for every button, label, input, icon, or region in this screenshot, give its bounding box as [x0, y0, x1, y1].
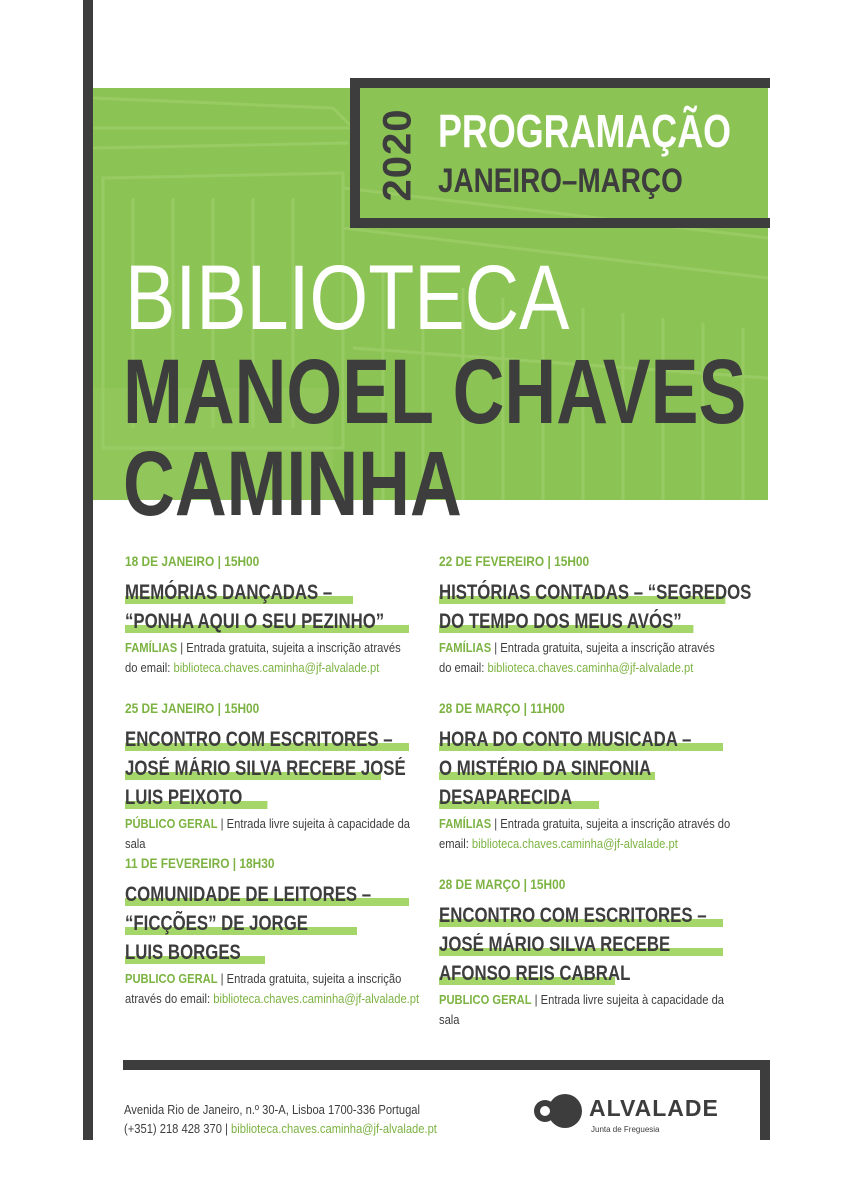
event-title — [125, 578, 425, 636]
programme-period: JANEIRO–MARÇO — [438, 162, 683, 200]
library-name-line1: MANOEL CHAVES — [123, 341, 747, 443]
event-card — [439, 700, 739, 854]
event-audience: FAMÍLIAS — [439, 816, 492, 831]
event-title-line: ENCONTRO COM ESCRITORES – — [125, 728, 393, 751]
alvalade-logo — [533, 1093, 719, 1134]
event-card — [125, 553, 425, 678]
event-title — [439, 725, 739, 812]
frame-line-right — [760, 1060, 770, 1140]
event-email-link[interactable]: biblioteca.chaves.caminha@jf-alvalade.pt — [487, 660, 694, 675]
event-title-line: AFONSO REIS CABRAL — [439, 962, 631, 985]
event-title-line: MEMÓRIAS DANÇADAS – — [125, 581, 333, 604]
event-audience: FAMÍLIAS — [439, 640, 492, 655]
event-title-line: JOSÉ MÁRIO SILVA RECEBE JOSÉ — [125, 757, 406, 780]
event-date: 18 DE JANEIRO | 15H00 — [125, 553, 260, 569]
event-title-line: HORA DO CONTO MUSICADA – — [439, 728, 692, 751]
event-email-link[interactable]: biblioteca.chaves.caminha@jf-alvalade.pt — [213, 991, 420, 1006]
event-date: 28 DE MARÇO | 15H00 — [439, 876, 566, 892]
library-name-line2: CAMINHA — [123, 433, 462, 535]
logo-subtitle: Junta de Freguesia — [591, 1125, 660, 1134]
alvalade-logo-icon — [533, 1093, 583, 1129]
event-info: PUBLICO GERAL | Entrada gratuita, sujeita a inscrição através do email: biblioteca.chaves.caminha@jf-alvalade.pt — [125, 971, 420, 1006]
event-title — [439, 578, 752, 636]
event-card — [125, 855, 425, 1009]
frame-line-left — [83, 0, 93, 1140]
event-info: FAMÍLIAS | Entrada gratuita, sujeita a inscrição através do email: biblioteca.chaves.caminha@jf-alvalade.pt — [125, 640, 401, 675]
event-date: 25 DE JANEIRO | 15H00 — [125, 700, 260, 716]
event-title-line: COMUNIDADE DE LEITORES – — [125, 883, 372, 906]
event-info: PUBLICO GERAL | Entrada livre sujeita à capacidade da sala — [439, 992, 725, 1027]
event-title — [125, 880, 425, 967]
event-card — [125, 700, 425, 854]
event-title-line: DO TEMPO DOS MEUS AVÓS” — [439, 610, 682, 633]
event-audience: PÚBLICO GERAL — [125, 816, 218, 831]
event-date: 22 DE FEVEREIRO | 15H00 — [439, 553, 590, 569]
logo-name: ALVALADE — [589, 1095, 719, 1121]
event-title-line: “PONHA AQUI O SEU PEZINHO” — [125, 610, 385, 633]
event-audience: PUBLICO GERAL — [439, 992, 532, 1007]
event-title-line: LUIS PEIXOTO — [125, 786, 243, 809]
event-info: PÚBLICO GERAL | Entrada livre sujeita à capacidade da sala — [125, 816, 411, 851]
event-card — [439, 876, 739, 1030]
footer-divider — [123, 1060, 770, 1070]
programme-title: PROGRAMAÇÃO — [438, 105, 732, 157]
event-title-line: O MISTÉRIO DA SINFONIA — [439, 757, 652, 780]
event-audience: FAMÍLIAS — [125, 640, 178, 655]
event-title-line: ENCONTRO COM ESCRITORES – — [439, 904, 707, 927]
event-title — [125, 725, 425, 812]
event-title-line: DESAPARECIDA — [439, 786, 573, 809]
event-title-line: LUIS BORGES — [125, 941, 241, 964]
event-title-line: “FICÇÕES” DE JORGE — [125, 912, 308, 935]
event-email-link[interactable]: biblioteca.chaves.caminha@jf-alvalade.pt — [173, 660, 380, 675]
year-label — [353, 100, 443, 210]
footer-email-link[interactable]: biblioteca.chaves.caminha@jf-alvalade.pt — [231, 1121, 437, 1136]
event-card — [439, 553, 752, 678]
event-date: 28 DE MARÇO | 11H00 — [439, 700, 565, 716]
event-email-link[interactable]: biblioteca.chaves.caminha@jf-alvalade.pt — [471, 836, 678, 851]
library-label: BIBLIOTECA — [125, 247, 570, 349]
footer-address: Avenida Rio de Janeiro, n.º 30-A, Lisboa 1700-336 Portugal (+351) 218 428 370 | biblioteca.chaves.caminha@jf-alvalade.pt — [124, 1102, 437, 1136]
year-text: 2020 — [375, 108, 420, 202]
event-title — [439, 901, 739, 988]
event-info: FAMÍLIAS | Entrada gratuita, sujeita a inscrição através do email: biblioteca.chaves.caminha@jf-alvalade.pt — [439, 640, 715, 675]
phone-text: (+351) 218 428 370 — [124, 1121, 222, 1136]
event-info: FAMÍLIAS | Entrada gratuita, sujeita a inscrição através do email: biblioteca.chaves.caminha@jf-alvalade.pt — [439, 816, 731, 851]
event-date: 11 DE FEVEREIRO | 18H30 — [125, 855, 275, 871]
event-audience: PUBLICO GERAL — [125, 971, 218, 986]
address-text: Avenida Rio de Janeiro, n.º 30-A, Lisboa 1700-336 Portugal — [124, 1102, 421, 1117]
event-title-line: JOSÉ MÁRIO SILVA RECEBE — [439, 933, 671, 956]
event-title-line: HISTÓRIAS CONTADAS – “SEGREDOS — [439, 581, 752, 604]
